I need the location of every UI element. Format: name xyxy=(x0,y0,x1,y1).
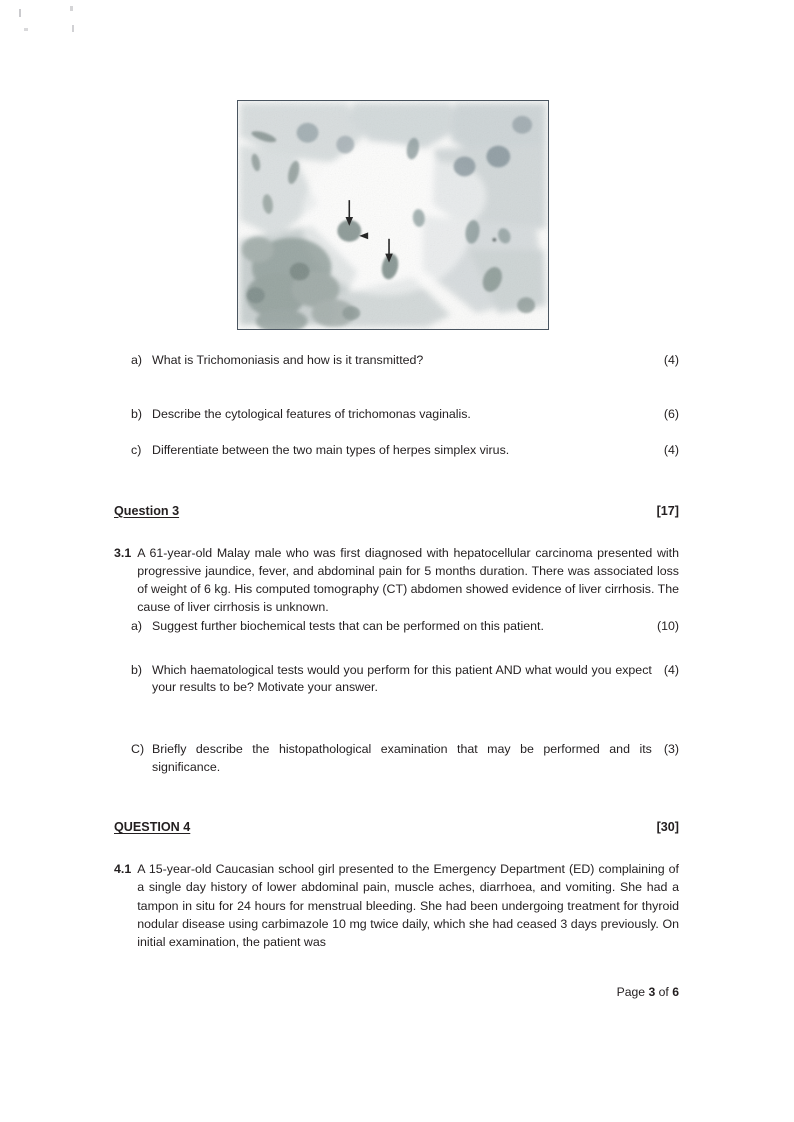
cytology-micrograph-image xyxy=(237,100,549,330)
spacer xyxy=(114,636,679,662)
question-4-1-paragraph xyxy=(114,860,679,951)
question-3-1-paragraph xyxy=(114,544,679,616)
list-item xyxy=(131,618,679,636)
item-text: Suggest further biochemical tests that can be performed on this patient. xyxy=(152,619,544,634)
list-item xyxy=(131,352,679,370)
item-marker: a) xyxy=(131,619,143,634)
item-text xyxy=(152,741,679,776)
item-marks: (4) xyxy=(663,353,679,367)
question-4-heading xyxy=(114,820,679,834)
item-text: Differentiate between the two main types of herpes simplex virus. xyxy=(152,443,510,458)
spacer xyxy=(114,776,679,820)
item-marks: (6) xyxy=(663,406,679,421)
question-content xyxy=(114,352,679,951)
spacer xyxy=(114,423,679,442)
scan-speckle-icon xyxy=(70,6,73,11)
question-number: 3.1 xyxy=(114,545,132,560)
item-text: What is Trichomoniasis and how is it transmitted? xyxy=(152,353,424,367)
section-title: Question 3 xyxy=(114,503,180,518)
item-text xyxy=(152,662,679,697)
item-marker: b) xyxy=(131,662,143,677)
spacer xyxy=(114,518,679,544)
item-marker: c) xyxy=(131,443,142,458)
item-text: Describe the cytological features of trichomonas vaginalis. xyxy=(152,406,471,421)
spacer xyxy=(114,697,679,741)
spacer xyxy=(114,834,679,860)
item-marks: (4) xyxy=(663,662,679,677)
list-item xyxy=(131,406,679,424)
question-stem: A 15-year-old Caucasian school girl presented to the Emergency Department (ED) complaining of a single day history of lower abdominal pain, muscle aches, diarrhoea, and vomiting. She had a tampon in situ for 24 hours for menstrual bleeding. She had been undergoing treatment for thyroid nodular disease using carbimazole 10 mg twice daily, which she had ceased 3 days previously. On initial examination, the patient was xyxy=(137,862,679,949)
spacer xyxy=(114,370,679,406)
item-marker: b) xyxy=(131,406,143,421)
section-total-marks: [30] xyxy=(656,820,679,835)
scan-speckle-icon xyxy=(72,25,74,32)
page-number: 3 xyxy=(648,985,656,999)
scan-speckle-icon xyxy=(19,9,21,17)
page-total: 6 xyxy=(672,985,679,999)
item-marks: (4) xyxy=(663,443,679,458)
item-text-value: Which haematological tests would you perform for this patient AND what would you expect your results to be? Motivate your answer. xyxy=(152,662,652,695)
question-3-heading xyxy=(114,504,679,518)
list-item xyxy=(131,662,679,697)
section-total-marks: [17] xyxy=(656,503,679,518)
list-item xyxy=(131,442,679,460)
page-footer xyxy=(0,985,679,999)
item-marker: C) xyxy=(131,742,145,757)
page-label-prefix: Page xyxy=(616,985,646,999)
page-label-middle: of xyxy=(658,985,669,999)
item-text-value: Briefly describe the histopathological examination that may be performed and its significance. xyxy=(152,742,652,774)
section-title: QUESTION 4 xyxy=(114,820,191,835)
item-marker: a) xyxy=(131,353,143,367)
figure-container xyxy=(237,100,549,330)
item-marks: (3) xyxy=(663,742,679,757)
scan-speckle-icon xyxy=(24,28,28,31)
question-number: 4.1 xyxy=(114,862,132,877)
item-marks: (10) xyxy=(656,619,679,634)
spacer xyxy=(114,460,679,504)
list-item xyxy=(131,741,679,776)
question-stem: A 61-year-old Malay male who was first diagnosed with hepatocellular carcinoma presented with progressive jaundice, fever, and abdominal pain for 5 months duration. There was associated loss of weight of 6 kg. His computed tomography (CT) abdomen showed evidence of liver cirrhosis. The cause of liver cirrhosis is unknown. xyxy=(137,545,680,615)
